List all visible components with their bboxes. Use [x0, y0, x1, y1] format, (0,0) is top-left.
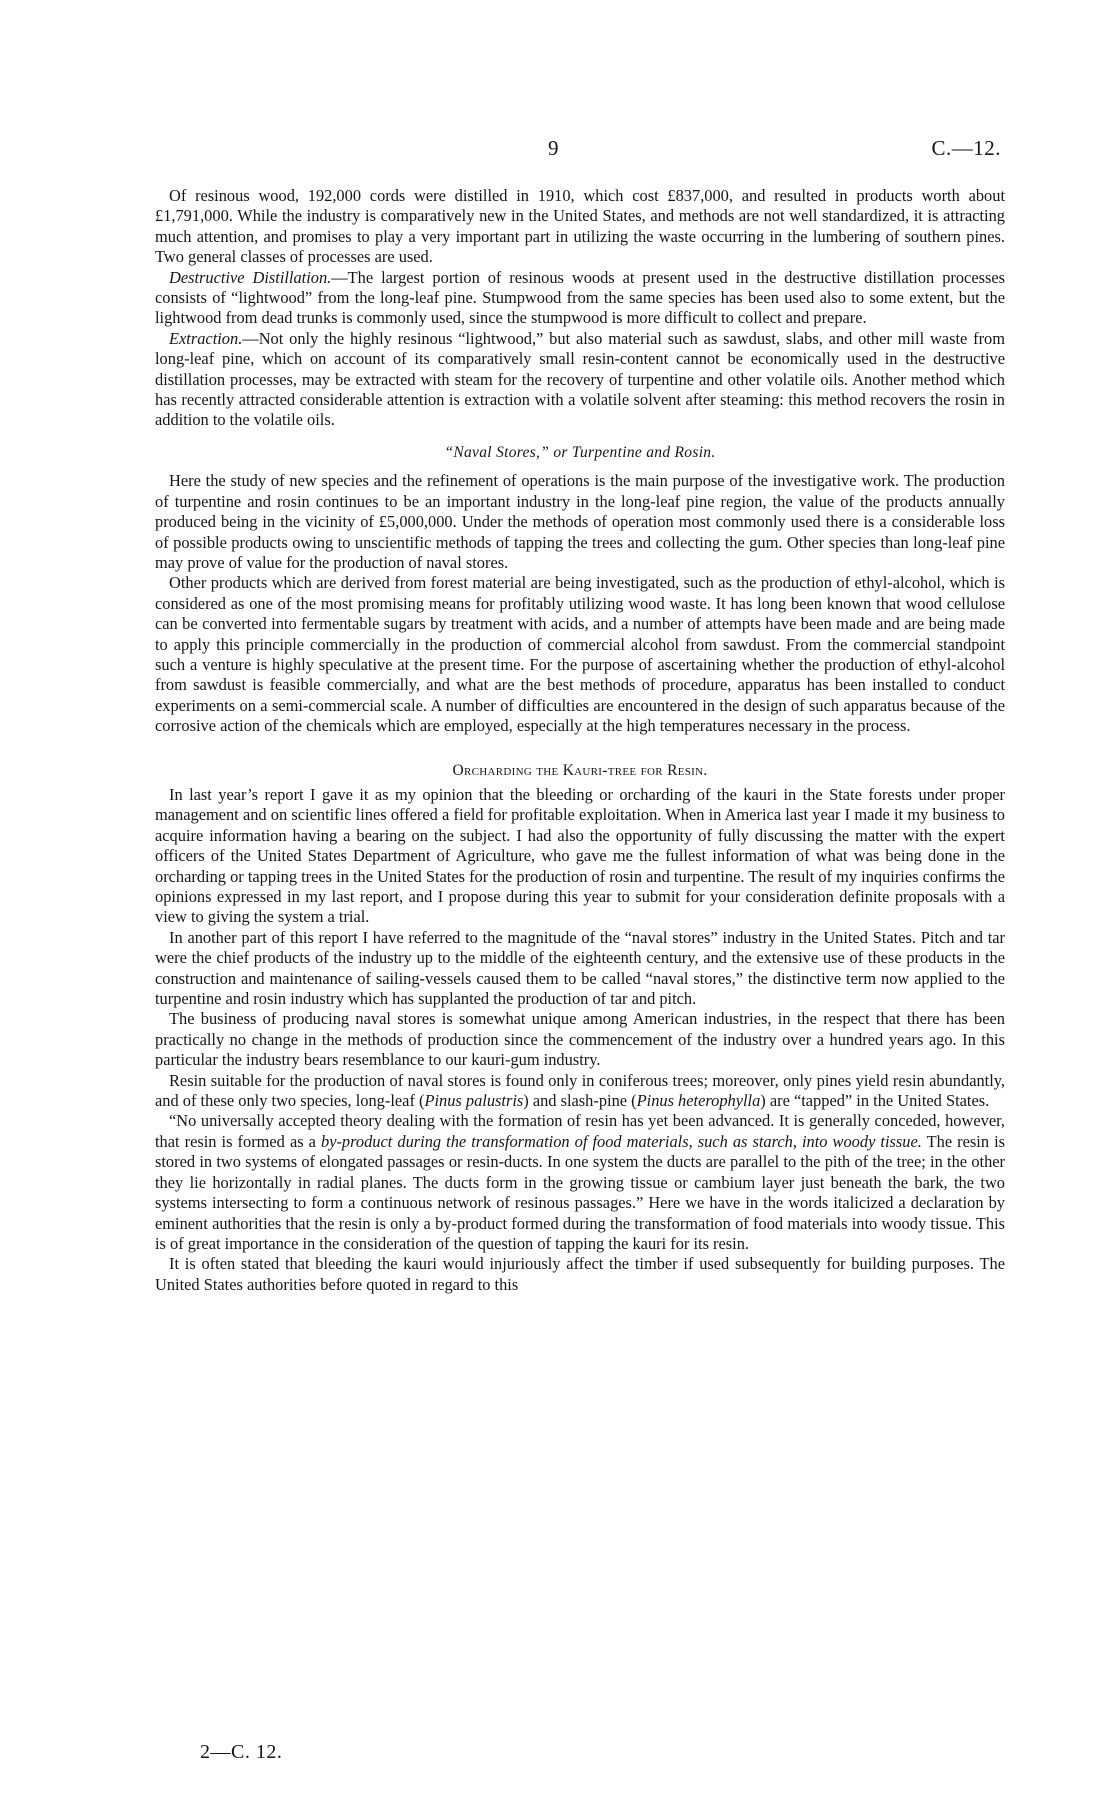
- paragraph: [155, 1071, 1005, 1112]
- paragraph: [155, 329, 1005, 431]
- paragraph-text: ) are “tapped” in the United States.: [760, 1091, 990, 1111]
- paragraph-text: Resin suitable for the production of naval stores is found only in coniferous trees; moreover, only pines yield resin abundantly, and of these only two species, long-leaf (: [155, 1070, 1005, 1111]
- paragraph: Of resinous wood, 192,000 cords were distilled in 1910, which cost £837,000, and resulted in products worth about £1,791,000. While the industry is comparatively new in the United States, and methods are not well standardized, it is attracting much attention, and promises to play a very important part in utilizing the waste occurring in the lumbering of southern pines. Two general classes of processes are used.: [155, 186, 1005, 267]
- paragraph-text: —Not only the highly resinous “lightwood,” but also material such as sawdust, slabs, and other mill waste from long-leaf pine, which on account of its comparatively small resin-content cannot be economically used in the destructive distillation processes, may be extracted with steam for the recovery of turpentine and other volatile oils. Another method which has recently attracted considerable attention is extraction with a volatile solvent after steaming: this method recovers the rosin in addition to the volatile oils.: [155, 328, 1005, 430]
- species-name: Pinus heterophylla: [636, 1091, 761, 1111]
- paragraph: It is often stated that bleeding the kauri would injuriously affect the timber if used subsequently for building purposes. The United States authorities before quoted in regard to this: [155, 1254, 1005, 1294]
- paragraph: Here the study of new species and the refinement of operations is the main purpose of the investigative work. The production of turpentine and rosin continues to be an important industry in the long-leaf pine region, the value of the products annually produced being in the vicinity of £5,000,000. Under the methods of operation most commonly used there is a considerable loss of possible products owing to unscientific methods of tapping the trees and collecting the gum. Other species than long-leaf pine may prove of value for the production of naval stores.: [155, 471, 1005, 572]
- paragraph: In last year’s report I gave it as my opinion that the bleeding or orcharding of the kauri in the State forests under proper management and on scientific lines offered a field for profitable exploitation. When in America last year I made it my business to acquire information having a bearing on the subject. I had also the opportunity of fully discussing the matter with the expert officers of the United States Department of Agriculture, who gave me the fullest information of what was being done in the orcharding or tapping trees in the United States for the production of rosin and turpentine. The result of my inquiries confirms the opinions expressed in my last report, and I propose during this year to submit for your consideration definite proposals with a view to giving the system a trial.: [155, 784, 1005, 927]
- paragraph-text: “No universally accepted theory dealing with the formation of resin has yet been advanced. It is generally conceded, however, that resin is formed as a: [155, 1111, 1005, 1151]
- paragraph-text: —The largest portion of resinous woods at present used in the destructive distillation processes consists of “lightwood” from the long-leaf pine. Stumpwood from the same species has been used also to some extent, but the lightwood from dead trunks is commonly used, since the stumpwood is more difficult to collect and prepare.: [155, 267, 1006, 328]
- document-body: [155, 186, 1005, 1295]
- run-in-heading: Extraction.: [169, 328, 243, 348]
- section-heading: “Naval Stores,” or Turpentine and Rosin.: [444, 443, 716, 461]
- paragraph: In another part of this report I have referred to the magnitude of the “naval stores” industry in the United States. Pitch and tar were the chief products of the industry up to the middle of the eighteenth century, and the extensive use of these products in the construction and maintenance of sailing-vessels caused them to be called “naval stores,” the distinctive term now applied to the turpentine and rosin industry which has supplanted the production of tar and pitch.: [155, 927, 1005, 1009]
- paragraph: [155, 1111, 1005, 1254]
- page-header: [0, 136, 1114, 162]
- run-in-heading: Destructive Distillation.: [169, 267, 332, 287]
- species-name: Pinus palustris: [424, 1091, 524, 1111]
- page-number: 9: [548, 136, 559, 160]
- paragraph-text: ) and slash-pine (: [523, 1091, 637, 1111]
- signature-mark: 2—C. 12.: [200, 1741, 283, 1763]
- paragraph: [155, 268, 1005, 329]
- paragraph: The business of producing naval stores is somewhat unique among American industries, in the respect that there has been practically no change in the methods of production since the commencement of the industry over a hundred years ago. In this particular the industry bears resemblance to our kauri-gum industry.: [155, 1009, 1005, 1070]
- paragraph-text: The resin is stored in two systems of elongated passages or resin-ducts. In one system the ducts are parallel to the pith of the tree; in the other they lie horizontally in radial planes. The ducts form in the growing tissue or cambium layer just beneath the bark, the two systems intersecting to form a continuous network of resinous passages.” Here we have in the words italicized a declaration by eminent authorities that the resin is only a by-product formed during the transformation of food materials into woody tissue. This is of great importance in the consideration of the question of tapping the kauri for its resin.: [155, 1131, 1006, 1253]
- italicized-quote: by-product during the transformation of food materials, such as starch, into woody tissue.: [321, 1131, 922, 1151]
- paragraph: Other products which are derived from forest material are being investigated, such as the production of ethyl-alcohol, which is considered as one of the most promising means for profitably utilizing wood waste. It has long been known that wood cellulose can be converted into fermentable sugars by treatment with acids, and a number of attempts have been made and are being made to apply this principle commercially in the production of commercial alcohol from sawdust. From the commercial standpoint such a venture is highly speculative at the present time. For the purpose of ascertaining whether the production of ethyl-alcohol from sawdust is feasible commercially, and what are the best methods of procedure, apparatus has been installed to conduct experiments on a semi-commercial scale. A number of difficulties are encountered in the design of such apparatus because of the corrosive action of the chemicals which are employed, especially at the high temperatures necessary in the process.: [155, 573, 1005, 736]
- section-heading: Orcharding the Kauri-tree for Resin.: [452, 761, 708, 779]
- document-code: C.—12.: [931, 136, 1001, 160]
